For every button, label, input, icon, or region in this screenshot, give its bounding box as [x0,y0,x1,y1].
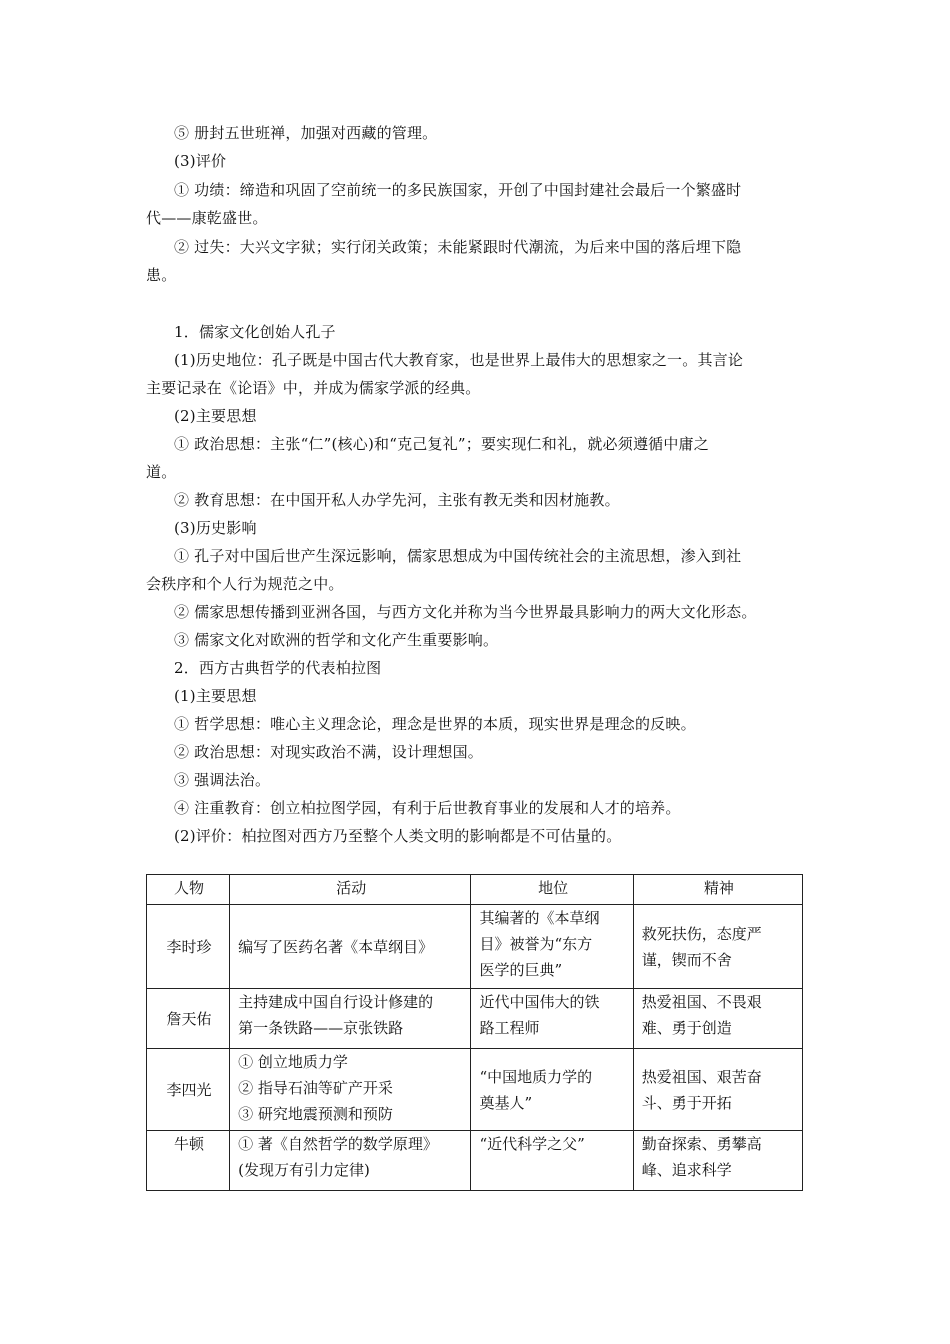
paragraph-plato-evaluation: (2)评价：柏拉图对西方乃至整个人类文明的影响都是不可估量的。 [174,827,622,845]
paragraph-merit-line1: ① 功绩：缔造和巩固了空前统一的多民族国家，开创了中国封建社会最后一个繁盛时 [174,181,742,199]
status-cell [471,989,633,1049]
status-cell [471,1049,633,1131]
cell-line: 目》被誉为“东方 [479,935,593,953]
cell-line: 峰、追求科学 [641,1161,732,1179]
cell-line: 救死扶伤，态度严 [641,924,762,943]
paragraph-philosophy: ① 哲学思想：唯心主义理念论，理念是世界的本质，现实世界是理念的反映。 [174,715,696,733]
cell-line: 路工程师 [479,1019,540,1037]
paragraph-politics-line1: ① 政治思想：主张“仁”(核心)和“克己复礼”；要实现仁和礼，就必须遵循中庸之 [174,435,709,453]
paragraph-influence1-line2: 会秩序和个人行为规范之中。 [146,575,344,593]
cell-line: ② 指导石油等矿产开采 [238,1079,393,1097]
cell-line: (发现万有引力定律) [238,1161,370,1179]
activity-cell [230,905,471,989]
paragraph-education: ② 教育思想：在中国开私人办学先河，主张有教无类和因材施教。 [174,491,620,509]
table-header-cell: 地位 [471,875,633,905]
paragraph-confucius-status-line2: 主要记录在《论语》中，并成为儒家学派的经典。 [146,379,481,397]
paragraph-fault-line2: 患。 [146,266,177,284]
cell-line: 主持建成中国自行设计修建的 [238,993,434,1011]
activity-cell [230,1049,471,1131]
paragraph-influence1-line1: ① 孔子对中国后世产生深远影响，儒家思想成为中国传统社会的主流思想，渗入到社 [174,547,742,565]
cell-line: 第一条铁路——京张铁路 [238,1019,404,1037]
heading-evaluation: (3)评价 [174,152,227,170]
table-header-row [147,875,803,905]
person-cell: 詹天佑 [147,989,230,1049]
spirit-cell [633,989,802,1049]
cell-line: “近代科学之父” [479,1135,585,1153]
paragraph-merit-line2: 代——康乾盛世。 [146,209,268,227]
heading-confucius: 1．儒家文化创始人孔子 [174,323,336,341]
person-cell: 李时珍 [147,905,230,989]
table-header-cell: 活动 [230,875,471,905]
heading-historical-influence: (3)历史影响 [174,519,257,537]
cell-line: 医学的巨典” [479,961,563,979]
paragraph-plato-education: ④ 注重教育：创立柏拉图学园，有利于后世教育事业的发展和人才的培养。 [174,799,681,817]
cell-line: “中国地质力学的 [479,1067,593,1086]
paragraph-plato-politics: ② 政治思想：对现实政治不满，设计理想国。 [174,743,483,761]
spirit-cell [633,1049,802,1131]
cell-line: 勤奋探索、勇攀高 [641,1135,762,1153]
cell-line: 其编著的《本草纲 [479,909,600,927]
cell-line: 近代中国伟大的铁 [479,993,600,1011]
heading-main-thought: (2)主要思想 [174,407,257,425]
paragraph-panchen-lama: ⑤ 册封五世班禅，加强对西藏的管理。 [174,124,438,142]
cell-line: 谨，锲而不舍 [641,950,732,969]
activity-cell [230,989,471,1049]
heading-plato-thought: (1)主要思想 [174,687,257,705]
paragraph-politics-line2: 道。 [146,463,177,481]
table-row [147,989,803,1049]
status-cell [471,1131,633,1191]
spirit-cell [633,905,802,989]
table-row [147,1131,803,1191]
paragraph-fault-line1: ② 过失：大兴文字狱；实行闭关政策；未能紧跟时代潮流，为后来中国的落后埋下隐 [174,238,742,256]
cell-line: ① 著《自然哲学的数学原理》 [238,1135,438,1153]
cell-line: 热爱祖国、艰苦奋 [641,1067,762,1086]
paragraph-influence3: ③ 儒家文化对欧洲的哲学和文化产生重要影响。 [174,631,499,649]
paragraph-rule-of-law: ③ 强调法治。 [174,771,271,789]
person-cell: 李四光 [147,1049,230,1131]
paragraph-influence2: ② 儒家思想传播到亚洲各国，与西方文化并称为当今世界最具影响力的两大文化形态。 [174,603,757,621]
person-cell: 牛顿 [147,1131,230,1191]
cell-line: 难、勇于创造 [641,1019,732,1037]
table-header-cell: 人物 [147,875,230,905]
spirit-cell [633,1131,802,1191]
table-header-cell: 精神 [633,875,802,905]
cell-line: 编写了医药名著《本草纲目》 [238,937,434,956]
activity-cell [230,1131,471,1191]
cell-line: ① 创立地质力学 [238,1053,348,1071]
cell-line: 斗、勇于开拓 [641,1093,732,1112]
figures-table [146,874,803,1191]
table-row [147,905,803,989]
table-row [147,1049,803,1131]
heading-plato: 2．西方古典哲学的代表柏拉图 [174,659,382,677]
paragraph-confucius-status-line1: (1)历史地位：孔子既是中国古代大教育家，也是世界上最伟大的思想家之一。其言论 [174,351,744,369]
cell-line: ③ 研究地震预测和预防 [238,1105,393,1123]
cell-line: 奠基人” [479,1093,533,1112]
cell-line: 热爱祖国、不畏艰 [641,993,762,1011]
status-cell [471,905,633,989]
